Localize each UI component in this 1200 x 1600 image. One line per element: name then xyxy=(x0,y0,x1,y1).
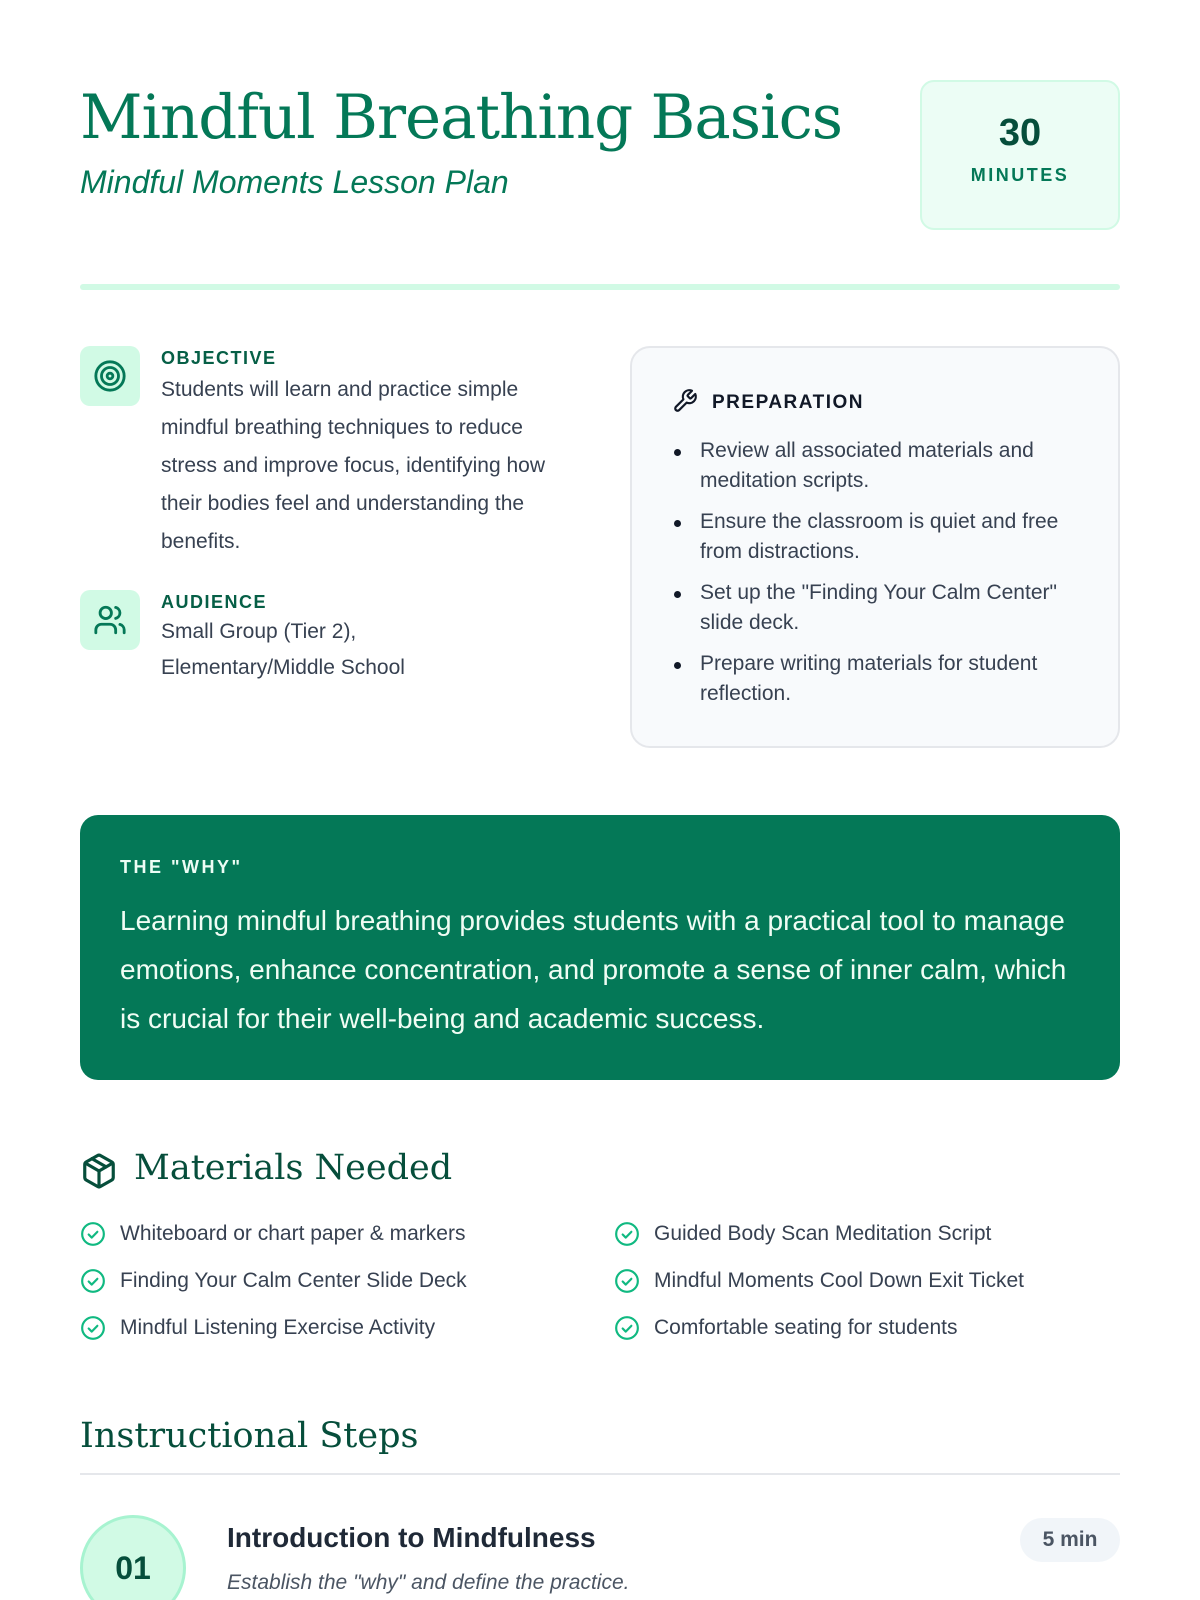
material-label: Mindful Listening Exercise Activity xyxy=(120,1316,436,1339)
steps-divider xyxy=(80,1473,1120,1475)
audience-line-1: Small Group (Tier 2), xyxy=(161,620,357,643)
preparation-list xyxy=(672,436,1078,709)
check-circle-icon xyxy=(80,1315,106,1341)
material-label: Finding Your Calm Center Slide Deck xyxy=(120,1269,467,1292)
duration-value: 30 xyxy=(998,112,1042,154)
why-callout xyxy=(80,815,1120,1080)
preparation-label: PREPARATION xyxy=(712,392,864,413)
materials-title: Materials Needed xyxy=(134,1148,453,1188)
check-circle-icon xyxy=(80,1268,106,1294)
material-label: Comfortable seating for students xyxy=(654,1316,958,1339)
duration-unit: MINUTES xyxy=(970,165,1070,185)
check-circle-icon xyxy=(614,1221,640,1247)
material-item xyxy=(614,1312,958,1344)
steps-title: Instructional Steps xyxy=(80,1416,419,1456)
step-subtitle: Establish the "why" and define the practice. xyxy=(227,1571,630,1594)
material-item xyxy=(80,1265,467,1297)
check-circle-icon xyxy=(80,1221,106,1247)
objective-label: OBJECTIVE xyxy=(161,348,277,368)
header-divider xyxy=(80,284,1120,290)
wrench-icon xyxy=(672,388,698,419)
check-circle-icon xyxy=(614,1268,640,1294)
material-item xyxy=(614,1218,991,1250)
package-icon xyxy=(80,1152,118,1190)
step-number: 01 xyxy=(80,1515,186,1600)
material-label: Guided Body Scan Meditation Script xyxy=(654,1222,992,1245)
lesson-header xyxy=(80,80,1120,230)
audience-label: AUDIENCE xyxy=(161,592,268,612)
why-text: Learning mindful breathing provides students with a practical tool to manage emotions, enhance concentration, and promote a sense of inner calm, which is crucial for their well-being and academic success. xyxy=(120,905,1067,1034)
material-item xyxy=(614,1265,1024,1297)
audience-line-2: Elementary/Middle School xyxy=(161,656,405,679)
step-item xyxy=(80,1515,1120,1600)
material-item xyxy=(80,1312,435,1344)
material-item xyxy=(80,1218,465,1250)
material-label: Mindful Moments Cool Down Exit Ticket xyxy=(654,1269,1024,1292)
step-duration-badge: 5 min xyxy=(1020,1518,1120,1562)
audience-section xyxy=(80,590,580,680)
step-title: Introduction to Mindfulness xyxy=(227,1522,596,1553)
check-circle-icon xyxy=(614,1315,640,1341)
material-label: Whiteboard or chart paper & markers xyxy=(120,1222,466,1245)
target-icon xyxy=(80,346,140,406)
why-label: THE "WHY" xyxy=(120,857,243,877)
objective-text: Students will learn and practice simple mindful breathing techniques to reduce stress and improve focus, identifying how their bodies feel and understanding the benefits. xyxy=(161,378,546,553)
preparation-item: Review all associated materials and meditation scripts. xyxy=(672,436,1078,496)
page-title: Mindful Breathing Basics xyxy=(80,82,843,153)
users-icon xyxy=(80,590,140,650)
preparation-item: Ensure the classroom is quiet and free from distractions. xyxy=(672,507,1078,567)
duration-badge xyxy=(920,80,1120,230)
page-subtitle: Mindful Moments Lesson Plan xyxy=(80,164,509,200)
preparation-card xyxy=(630,346,1120,748)
preparation-item: Set up the "Finding Your Calm Center" slide deck. xyxy=(672,578,1078,638)
preparation-item: Prepare writing materials for student reflection. xyxy=(672,649,1078,709)
objective-section xyxy=(80,346,580,556)
